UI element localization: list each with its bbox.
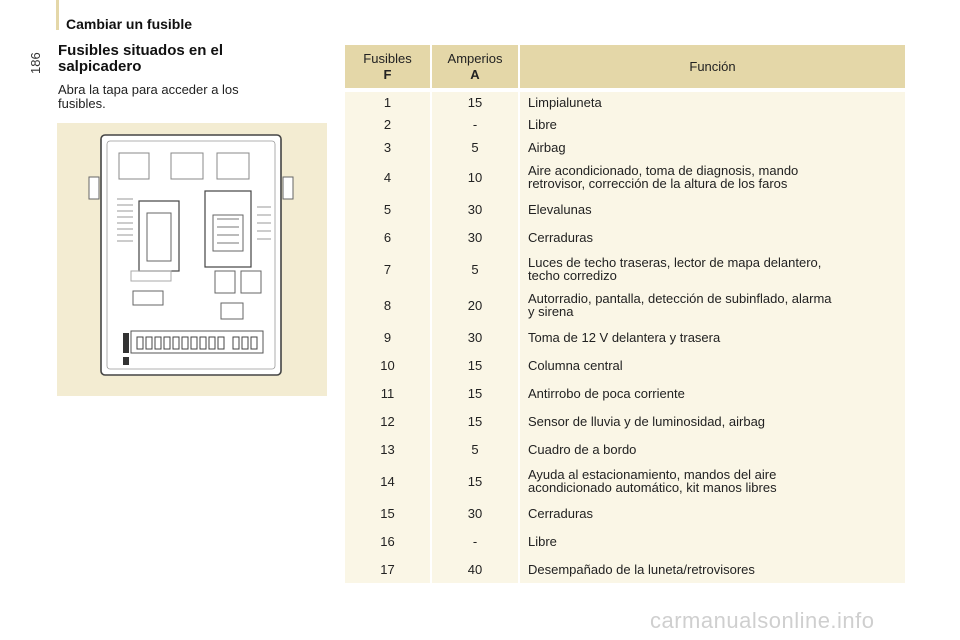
fuse-amps: 15 (431, 463, 519, 499)
fuse-number: 9 (345, 323, 431, 351)
table-row (345, 435, 905, 463)
function-line-1: Aire acondicionado, toma de diagnosis, mando (528, 163, 799, 178)
fuse-number: 10 (345, 351, 431, 379)
function-line-1: Ayuda al estacionamiento, mandos del aire (528, 467, 777, 482)
col-header-amps (431, 45, 519, 90)
page-number: 186 (28, 52, 43, 74)
fuse-box-diagram (57, 123, 327, 396)
fuse-number: 5 (345, 195, 431, 223)
table-row (345, 159, 905, 195)
fuse-number: 3 (345, 136, 431, 159)
table-row (345, 136, 905, 159)
function-line-1: Airbag (528, 140, 566, 155)
intro-line-1: Abra la tapa para acceder a los (58, 82, 239, 97)
fuse-function (519, 113, 905, 136)
fuse-function (519, 555, 905, 583)
col-header-amps-label: Amperios (447, 50, 503, 66)
table-row (345, 287, 905, 323)
fuse-amps: 20 (431, 287, 519, 323)
fuse-amps: 40 (431, 555, 519, 583)
fuse-number: 4 (345, 159, 431, 195)
function-line-1: Libre (528, 533, 557, 549)
fuse-number: 7 (345, 251, 431, 287)
table-row (345, 351, 905, 379)
fuse-amps: 5 (431, 251, 519, 287)
table-row (345, 251, 905, 287)
section-heading (58, 43, 298, 75)
function-line-1: Luces de techo traseras, lector de mapa delantero, (528, 255, 822, 270)
function-line-1: Limpialuneta (528, 95, 602, 110)
fuse-number: 2 (345, 113, 431, 136)
fuse-amps: 30 (431, 223, 519, 251)
function-line-2: y sirena (528, 304, 574, 319)
fuse-function (519, 195, 905, 223)
function-line-2: retrovisor, corrección de la altura de los faros (528, 176, 788, 191)
fuse-amps: 5 (431, 435, 519, 463)
fuse-function (519, 287, 905, 323)
fuse-box-illustration (57, 123, 327, 396)
fuse-number: 1 (345, 90, 431, 113)
fuse-function (519, 463, 905, 499)
fuse-function (519, 136, 905, 159)
section-title: Cambiar un fusible (66, 16, 193, 32)
table-row (345, 223, 905, 251)
table-row (345, 323, 905, 351)
function-line-1: Cuadro de a bordo (528, 441, 637, 457)
function-line-1: Elevalunas (528, 201, 592, 217)
fuse-function (519, 223, 905, 251)
table-row (345, 463, 905, 499)
fuse-number: 14 (345, 463, 431, 499)
heading-line-2: salpicadero (58, 58, 142, 75)
fuse-number: 8 (345, 287, 431, 323)
col-header-amps-symbol: A (470, 66, 480, 82)
fuse-amps: 15 (431, 351, 519, 379)
fuse-number: 12 (345, 407, 431, 435)
function-line-1: Columna central (528, 357, 623, 373)
fuse-table (345, 45, 905, 583)
fuse-function (519, 499, 905, 527)
function-line-2: acondicionado automático, kit manos libres (528, 480, 777, 495)
table-row (345, 527, 905, 555)
fuse-amps: 15 (431, 379, 519, 407)
fuse-amps: - (431, 113, 519, 136)
fuse-number: 16 (345, 527, 431, 555)
accent-bar (56, 0, 59, 30)
fuse-amps: 15 (431, 90, 519, 113)
fuse-number: 17 (345, 555, 431, 583)
fuse-amps: 10 (431, 159, 519, 195)
fuse-number: 11 (345, 379, 431, 407)
fuse-amps: 30 (431, 323, 519, 351)
function-line-1: Cerraduras (528, 505, 594, 521)
function-line-1: Cerraduras (528, 229, 594, 245)
fuse-number: 13 (345, 435, 431, 463)
table-row (345, 407, 905, 435)
function-line-1: Libre (528, 117, 557, 132)
fuse-function (519, 379, 905, 407)
fuse-number: 15 (345, 499, 431, 527)
function-line-1: Autorradio, pantalla, detección de subinflado, alarma (528, 291, 832, 306)
fuse-amps: 5 (431, 136, 519, 159)
col-header-fuse-symbol: F (383, 66, 392, 82)
col-header-function: Función (519, 45, 905, 90)
col-header-fuse-label: Fusibles (363, 50, 412, 66)
function-line-1: Antirrobo de poca corriente (528, 385, 685, 401)
fuse-function (519, 90, 905, 113)
col-header-fuse (345, 45, 431, 90)
fuse-amps: 15 (431, 407, 519, 435)
fuse-function (519, 351, 905, 379)
table-row (345, 195, 905, 223)
fuse-function (519, 527, 905, 555)
heading-line-1: Fusibles situados en el (58, 42, 224, 59)
fuse-function (519, 435, 905, 463)
fuse-number: 6 (345, 223, 431, 251)
fuse-function (519, 251, 905, 287)
fuse-function (519, 323, 905, 351)
fuse-amps: - (431, 527, 519, 555)
fuse-amps: 30 (431, 499, 519, 527)
function-line-1: Sensor de lluvia y de luminosidad, airbag (528, 413, 766, 429)
function-line-1: Toma de 12 V delantera y trasera (528, 329, 721, 345)
watermark: carmanualsonline.info (650, 608, 875, 633)
intro-text (58, 83, 298, 111)
table-row (345, 379, 905, 407)
table-row (345, 555, 905, 583)
function-line-1: Desempañado de la luneta/retrovisores (528, 561, 755, 577)
function-line-2: techo corredizo (528, 268, 617, 283)
table-row (345, 113, 905, 136)
fuse-function (519, 407, 905, 435)
table-row (345, 499, 905, 527)
fuse-amps: 30 (431, 195, 519, 223)
table-header-row (345, 45, 905, 90)
fuse-function (519, 159, 905, 195)
intro-line-2: fusibles. (58, 96, 106, 111)
table-row (345, 90, 905, 113)
